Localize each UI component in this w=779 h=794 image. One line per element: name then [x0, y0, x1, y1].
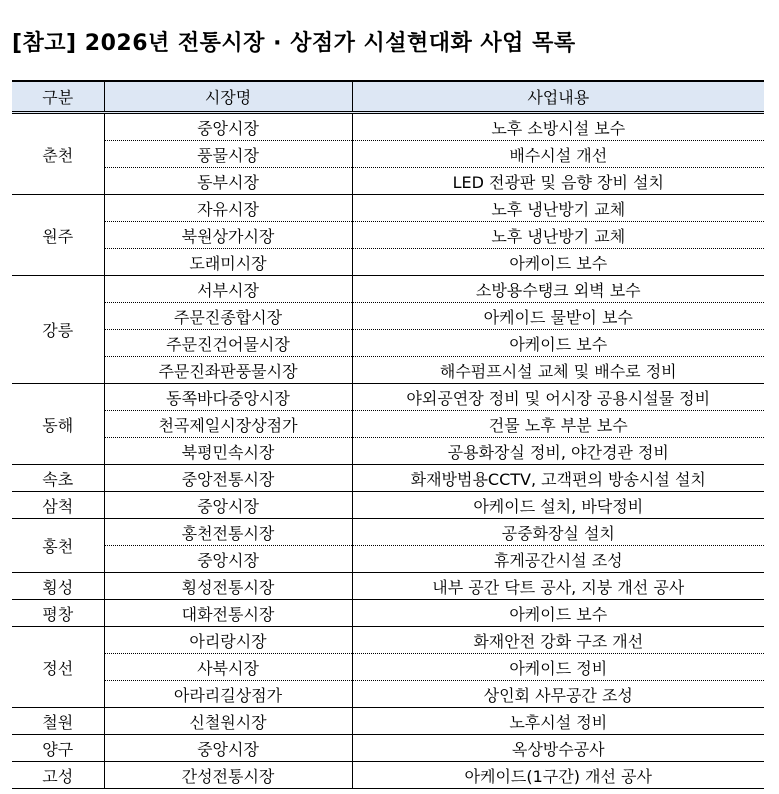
project-content-cell: 노후 냉난방기 교체 — [352, 195, 764, 222]
project-content-cell: 아케이드 정비 — [352, 654, 764, 681]
project-content-cell: 해수펌프시설 교체 및 배수로 정비 — [352, 357, 764, 384]
table-row — [12, 600, 764, 627]
region-cell: 삼척 — [12, 492, 104, 519]
project-content-cell: 노후시설 정비 — [352, 708, 764, 735]
market-name-cell: 동쪽바다중앙시장 — [104, 384, 352, 411]
market-name-cell: 도래미시장 — [104, 249, 352, 276]
region-cell: 홍천 — [12, 519, 104, 573]
project-content-cell: 공중화장실 설치 — [352, 519, 764, 546]
market-name-cell: 동부시장 — [104, 168, 352, 195]
table-row — [12, 519, 764, 546]
table-row — [12, 330, 764, 357]
project-content-cell: 옥상방수공사 — [352, 735, 764, 762]
table-row — [12, 762, 764, 789]
market-name-cell: 사북시장 — [104, 654, 352, 681]
table-row — [12, 303, 764, 330]
table-row — [12, 654, 764, 681]
market-name-cell: 중앙전통시장 — [104, 465, 352, 492]
market-name-cell: 중앙시장 — [104, 113, 352, 141]
table-row — [12, 195, 764, 222]
table-row — [12, 546, 764, 573]
project-content-cell: 아케이드(1구간) 개선 공사 — [352, 762, 764, 789]
market-name-cell: 간성전통시장 — [104, 762, 352, 789]
project-content-cell: 건물 노후 부분 보수 — [352, 411, 764, 438]
market-name-cell: 주문진건어물시장 — [104, 330, 352, 357]
region-cell: 정선 — [12, 627, 104, 708]
header-market-name: 시장명 — [104, 81, 352, 113]
market-name-cell: 중앙시장 — [104, 735, 352, 762]
project-content-cell: 아케이드 보수 — [352, 249, 764, 276]
table-row — [12, 627, 764, 654]
table-row — [12, 357, 764, 384]
market-name-cell: 중앙시장 — [104, 492, 352, 519]
project-content-cell: 야외공연장 정비 및 어시장 공용시설물 정비 — [352, 384, 764, 411]
table-row — [12, 276, 764, 303]
project-content-cell: 소방용수탱크 외벽 보수 — [352, 276, 764, 303]
table-row — [12, 573, 764, 600]
market-name-cell: 주문진종합시장 — [104, 303, 352, 330]
region-cell: 동해 — [12, 384, 104, 465]
table-body — [12, 113, 764, 789]
market-name-cell: 풍물시장 — [104, 141, 352, 168]
market-name-cell: 천곡제일시장상점가 — [104, 411, 352, 438]
project-content-cell: 공용화장실 정비, 야간경관 정비 — [352, 438, 764, 465]
market-name-cell: 서부시장 — [104, 276, 352, 303]
table-row — [12, 384, 764, 411]
region-cell: 원주 — [12, 195, 104, 276]
region-cell: 횡성 — [12, 573, 104, 600]
table-row — [12, 249, 764, 276]
market-name-cell: 북평민속시장 — [104, 438, 352, 465]
market-name-cell: 자유시장 — [104, 195, 352, 222]
header-region: 구분 — [12, 81, 104, 113]
project-content-cell: 휴게공간시설 조성 — [352, 546, 764, 573]
project-content-cell: 아케이드 설치, 바닥정비 — [352, 492, 764, 519]
project-content-cell: 배수시설 개선 — [352, 141, 764, 168]
table-row — [12, 735, 764, 762]
table-row — [12, 465, 764, 492]
project-content-cell: LED 전광판 및 음향 장비 설치 — [352, 168, 764, 195]
table-row — [12, 411, 764, 438]
market-name-cell: 횡성전통시장 — [104, 573, 352, 600]
header-project-content: 사업내용 — [352, 81, 764, 113]
market-name-cell: 중앙시장 — [104, 546, 352, 573]
market-name-cell: 신철원시장 — [104, 708, 352, 735]
table-row — [12, 438, 764, 465]
region-cell: 양구 — [12, 735, 104, 762]
region-cell: 속초 — [12, 465, 104, 492]
table-row — [12, 141, 764, 168]
market-name-cell: 홍천전통시장 — [104, 519, 352, 546]
market-name-cell: 북원상가시장 — [104, 222, 352, 249]
project-content-cell: 화재안전 강화 구조 개선 — [352, 627, 764, 654]
market-name-cell: 주문진좌판풍물시장 — [104, 357, 352, 384]
header-row — [12, 81, 764, 113]
page-title: [참고] 2026년 전통시장 · 상점가 시설현대화 사업 목록 — [12, 31, 576, 56]
market-name-cell: 아라리길상점가 — [104, 681, 352, 708]
region-cell: 고성 — [12, 762, 104, 789]
region-cell: 강릉 — [12, 276, 104, 384]
table-row — [12, 492, 764, 519]
table-row — [12, 168, 764, 195]
region-cell: 평창 — [12, 600, 104, 627]
project-content-cell: 아케이드 물받이 보수 — [352, 303, 764, 330]
market-project-table — [12, 80, 764, 789]
project-content-cell: 노후 냉난방기 교체 — [352, 222, 764, 249]
table-row — [12, 708, 764, 735]
project-content-cell: 아케이드 보수 — [352, 330, 764, 357]
project-content-cell: 아케이드 보수 — [352, 600, 764, 627]
table-header — [12, 81, 764, 113]
market-name-cell: 아리랑시장 — [104, 627, 352, 654]
region-cell: 춘천 — [12, 113, 104, 195]
table-row — [12, 681, 764, 708]
project-content-cell: 내부 공간 닥트 공사, 지붕 개선 공사 — [352, 573, 764, 600]
region-cell: 철원 — [12, 708, 104, 735]
project-content-cell: 노후 소방시설 보수 — [352, 113, 764, 141]
table-row — [12, 113, 764, 141]
project-content-cell: 화재방범용CCTV, 고객편의 방송시설 설치 — [352, 465, 764, 492]
table-row — [12, 222, 764, 249]
project-content-cell: 상인회 사무공간 조성 — [352, 681, 764, 708]
market-name-cell: 대화전통시장 — [104, 600, 352, 627]
